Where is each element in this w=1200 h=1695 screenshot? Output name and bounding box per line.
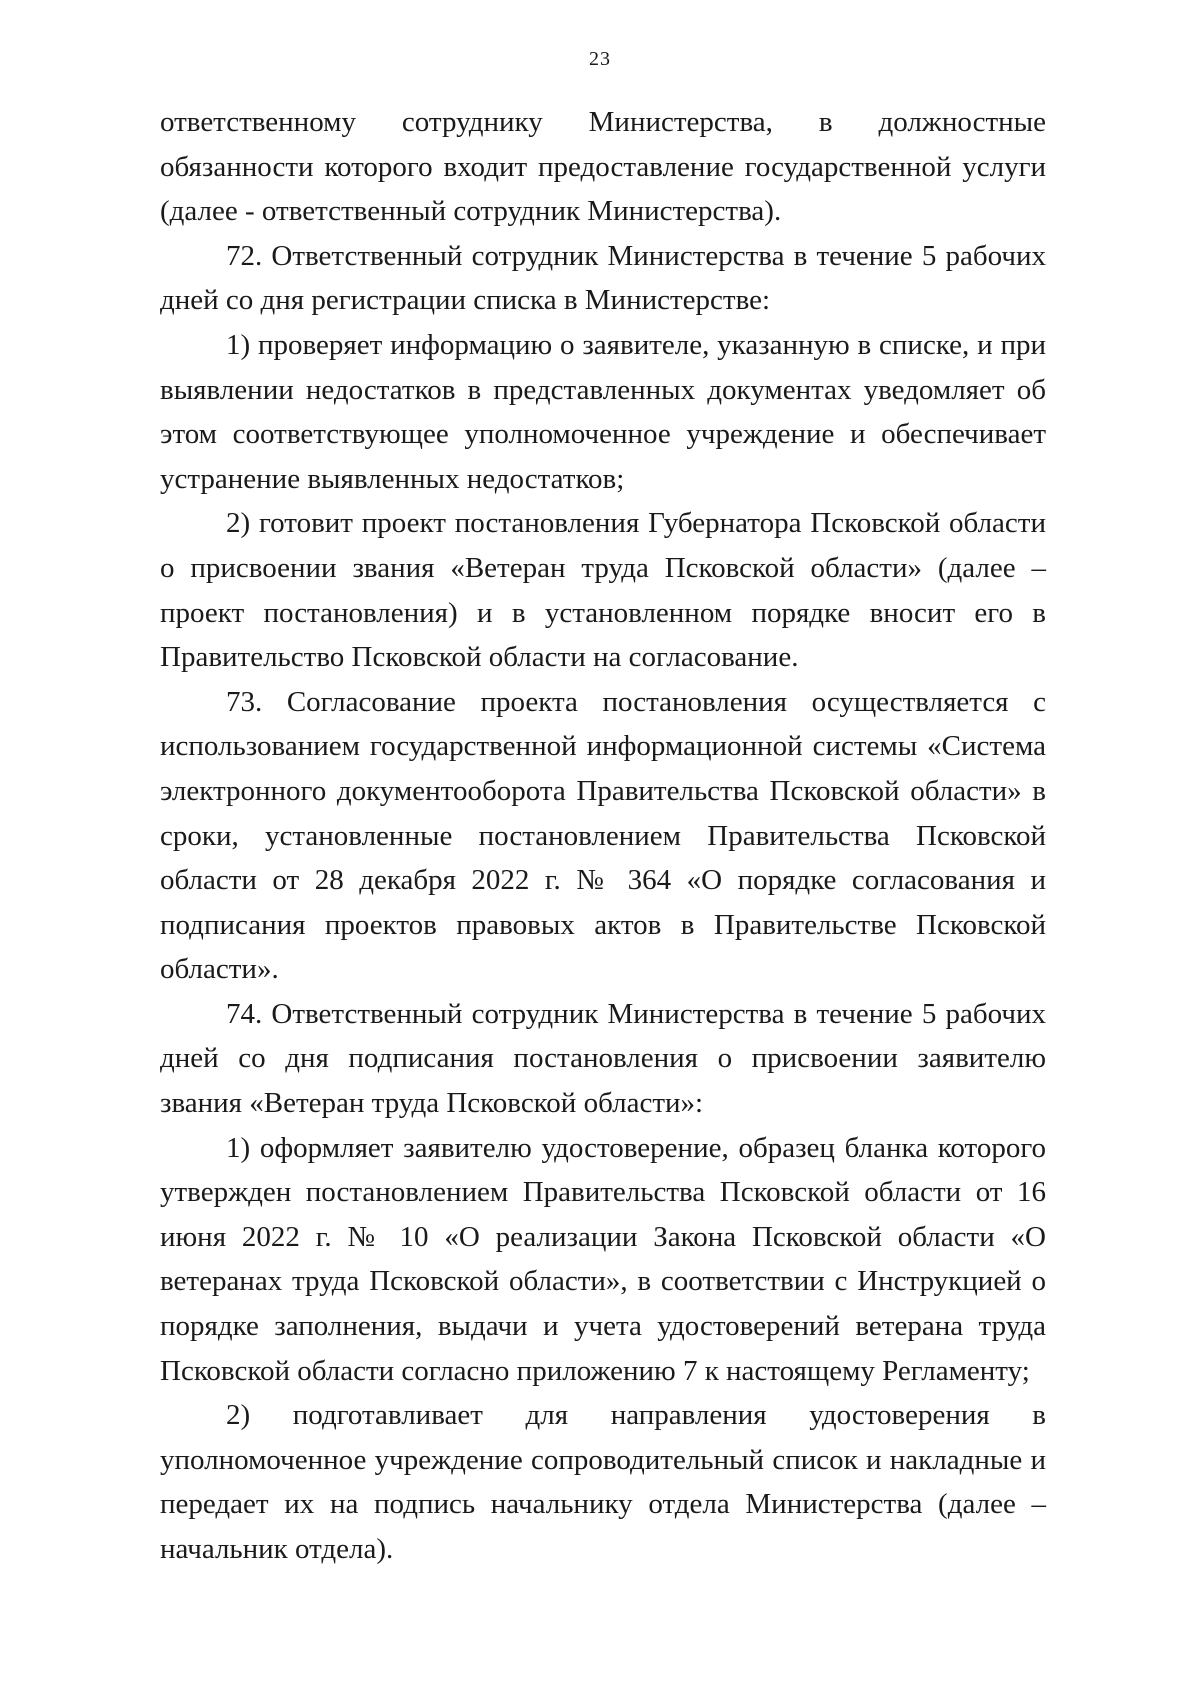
paragraph-item-73: 73. Согласование проекта постановления осуществляется с использованием государственной информационной системы «Система электронного документооборота Правительства Псковской области» в сроки, установленные постановлением Правительства Псковской области от 28 декабря 2022 г. № 364 «О порядке согласования и подписания проектов правовых актов в Правительстве Псковской области». <box>160 685 1046 986</box>
paragraph-item-74-2: 2) подготавливает для направления удостоверения в уполномоченное учреждение сопроводительный список и накладные и передает их на подпись начальнику отдела Министерства (далее – начальник отдела). <box>160 1399 1046 1565</box>
paragraph-item-72-1: 1) проверяет информацию о заявителе, указанную в списке, и при выявлении недостатков в представленных документах уведомляет об этом соответствующее уполномоченное учреждение и обеспечивает устранение выявленных недостатков; <box>160 328 1046 495</box>
paragraph-continuation: ответственному сотруднику Министерства, в должностные обязанности которого входит предоставление государственной услуги (далее - ответственный сотрудник Министерства). <box>160 106 1046 228</box>
page-number: 23 <box>589 48 611 70</box>
paragraph-item-74: 74. Ответственный сотрудник Министерства в течение 5 рабочих дней со дня подписания постановления о присвоении заявителю звания «Ветеран труда Псковской области»: <box>160 997 1046 1120</box>
paragraph-item-74-1: 1) оформляет заявителю удостоверение, образец бланка которого утвержден постановлением Правительства Псковской области от 16 июня 2022 г. № 10 «О реализации Закона Псковской области «О ветеранах труда Псковской области», в соответствии с Инструкцией о порядке заполнения, выдачи и учета удостоверений ветерана труда Псковской области согласно приложению 7 к настоящему Регламенту; <box>160 1131 1046 1387</box>
document-body <box>160 100 1046 1572</box>
paragraph-item-72-2: 2) готовит проект постановления Губернатора Псковской области о присвоении звания «Ветеран труда Псковской области» (далее – проект постановления) и в установленном порядке вносит его в Правительство Псковской области на согласование. <box>160 507 1046 674</box>
paragraph-item-72: 72. Ответственный сотрудник Министерства в течение 5 рабочих дней со дня регистрации списка в Министерстве: <box>160 239 1046 317</box>
